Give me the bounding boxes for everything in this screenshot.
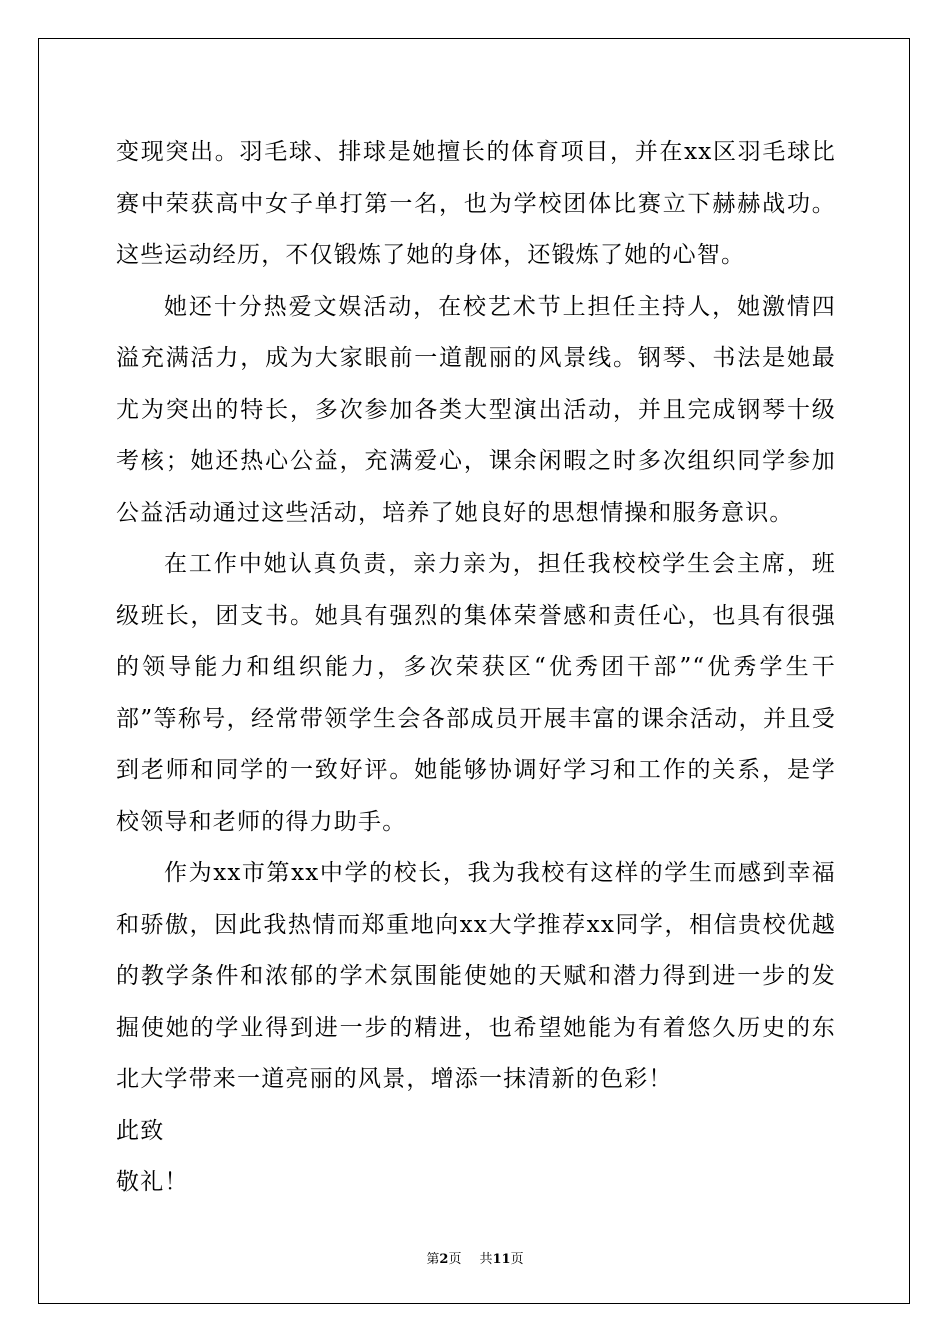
- closing-salutation: 此致: [116, 1117, 165, 1144]
- paragraph-3: 在工作中她认真负责，亲力亲为，担任我校校学生会主席，班级班长，团支书。她具有强烈的集体荣誉感和责任心，也具有很强的领导能力和组织能力，多次荣获区“优秀团干部”“优秀学生干部”等称号，经常带领学生会各部成员开展丰富的课余活动，并且受到老师和同学的一致好评。她能够协调好学习和工作的关系，是学校领导和老师的得力助手。: [116, 551, 836, 835]
- page-suffix: 页: [448, 1252, 462, 1267]
- paragraph-1: 变现突出。羽毛球、排球是她擅长的体育项目，并在xx区羽毛球比赛中荣获高中女子单打第一名，也为学校团体比赛立下赫赫战功。这些运动经历，不仅锻炼了她的身体，还锻炼了她的心智。: [116, 139, 836, 268]
- page-footer: [0, 1248, 950, 1267]
- total-suffix: 页: [510, 1252, 524, 1267]
- paragraph-4: 作为xx市第xx中学的校长，我为我校有这样的学生而感到幸福和骄傲，因此我热情而郑重地向xx大学推荐xx同学，相信贵校优越的教学条件和浓郁的学术氛围能使她的天赋和潜力得到进一步的发掘使她的学业得到进一步的精进，也希望她能为有着悠久历史的东北大学带来一道亮丽的风景，增添一抹清新的色彩！: [116, 860, 836, 1092]
- paragraph-2: 她还十分热爱文娱活动，在校艺术节上担任主持人，她激情四溢充满活力，成为大家眼前一道靓丽的风景线。钢琴、书法是她最尤为突出的特长，多次参加各类大型演出活动，并且完成钢琴十级考核；她还热心公益，充满爱心，课余闲暇之时多次组织同学参加公益活动通过这些活动，培养了她良好的思想情操和服务意识。: [116, 293, 836, 526]
- letter-body: [116, 127, 836, 1209]
- total-pages: 11: [492, 1252, 511, 1267]
- page-number: 2: [439, 1252, 449, 1267]
- page-prefix: 第: [426, 1252, 440, 1267]
- closing-regards: 敬礼！: [116, 1169, 189, 1195]
- total-prefix: 共: [479, 1252, 493, 1267]
